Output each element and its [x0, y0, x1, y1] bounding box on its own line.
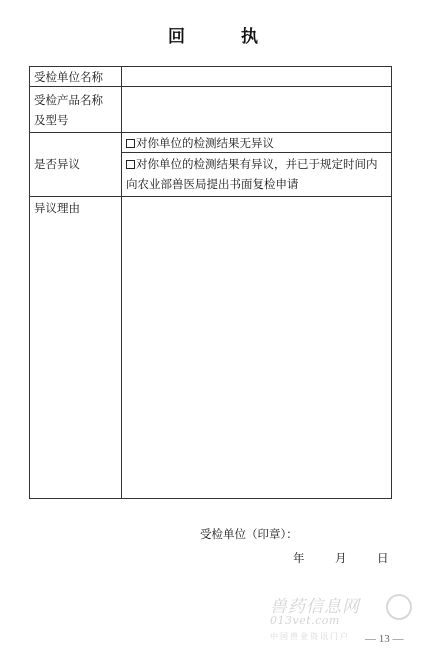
watermark-url: 013vet.com: [270, 614, 340, 627]
product-label-line2: 及型号: [34, 113, 69, 127]
date-year: 年: [293, 551, 305, 565]
unit-name-label: 受检单位名称: [34, 70, 103, 84]
watermark-logo-icon: [386, 594, 412, 620]
date-month: 月: [335, 551, 347, 565]
no-objection-text: 对你单位的检测结果无异议: [136, 136, 274, 150]
objection-checkbox[interactable]: [126, 160, 135, 169]
objection-label: 是否异议: [34, 157, 80, 171]
option-no-objection[interactable]: [126, 133, 274, 153]
title-char-1: 回: [168, 27, 185, 47]
unit-name-field[interactable]: [126, 67, 388, 86]
watermark-sub: 中国兽业资讯门户: [270, 632, 350, 641]
reason-label: 异议理由: [34, 201, 80, 215]
page-number: — 13 —: [365, 633, 404, 645]
no-objection-checkbox[interactable]: [126, 139, 135, 148]
product-label: [34, 90, 103, 130]
date-day: 日: [377, 551, 389, 565]
objection-text-line1: 对你单位的检测结果有异议，并已于规定时间内: [136, 157, 378, 171]
receipt-form-table: [29, 66, 392, 499]
option-objection[interactable]: [126, 154, 378, 194]
watermark-main: 兽药信息网: [270, 597, 360, 617]
title-char-2: 执: [241, 27, 258, 47]
reason-field[interactable]: [126, 197, 388, 497]
product-label-line1: 受检产品名称: [34, 93, 103, 107]
product-field[interactable]: [126, 87, 388, 131]
objection-text-line2: 向农业部兽医局提出书面复检申请: [126, 177, 299, 191]
document-title: [0, 22, 425, 46]
seal-label: 受检单位（印章）：: [200, 527, 298, 541]
